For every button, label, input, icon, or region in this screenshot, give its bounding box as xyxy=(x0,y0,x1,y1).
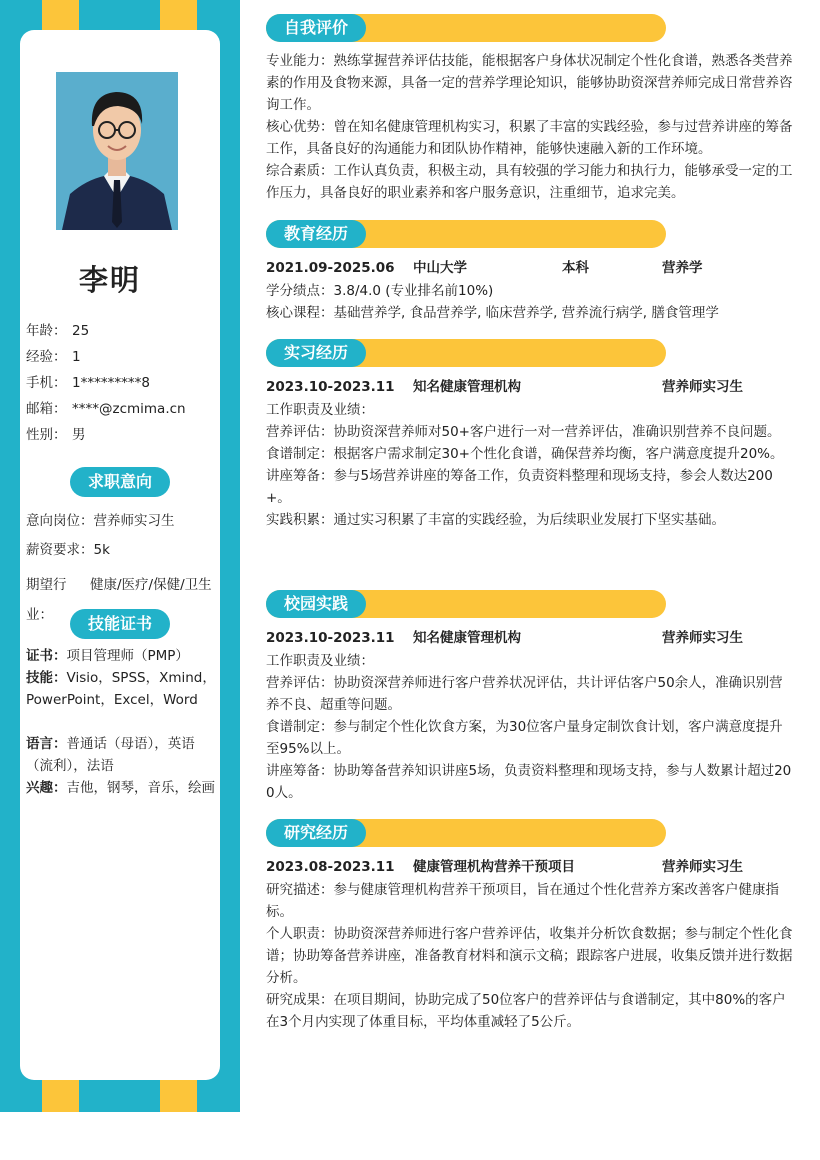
skill-label: 证书： xyxy=(26,648,67,664)
intent-label: 意向岗位： xyxy=(26,513,94,529)
internship-line: 讲座筹备：参与5场营养讲座的筹备工作，负责资料整理和现场支持，参会人数达200+。 xyxy=(266,468,773,506)
entry-role: 营养师实习生 xyxy=(662,859,743,875)
section-title: 教育经历 xyxy=(266,220,366,248)
internship-line: 营养评估：协助资深营养师对50+客户进行一对一营养评估，准确识别营养不良问题。 xyxy=(266,424,781,440)
entry-degree: 本科 xyxy=(562,260,589,276)
skill-tools xyxy=(26,667,216,711)
education-line: 核心课程：基础营养学, 食品营养学, 临床营养学, 营养流行病学, 膳食管理学 xyxy=(266,305,719,321)
self-eval-line: 核心优势：曾在知名健康管理机构实习，积累了丰富的实践经验，参与过营养讲座的筹备工作，具备良好的沟通能力和团队协作精神，能够快速融入新的工作环境。 xyxy=(266,119,793,157)
info-value: 1 xyxy=(72,349,81,365)
skill-value: 吉他，钢琴，音乐，绘画 xyxy=(66,780,215,796)
section-title: 实习经历 xyxy=(266,339,366,367)
entry-org: 健康管理机构营养干预项目 xyxy=(413,859,575,875)
internship-line: 食谱制定：根据客户需求制定30+个性化食谱，确保营养均衡，客户满意度提升20%。 xyxy=(266,446,784,462)
entry-school: 中山大学 xyxy=(413,260,467,276)
campus-line: 工作职责及业绩： xyxy=(266,653,374,669)
intent-label: 薪资要求： xyxy=(26,542,94,558)
info-value: 1*********8 xyxy=(72,375,150,391)
research-line: 研究成果：在项目期间，协助完成了50位客户的营养评估与食谱制定，其中80%的客户在3个月内实现了体重目标，平均体重减轻了5公斤。 xyxy=(266,992,786,1030)
campus-line: 营养评估：协助资深营养师进行客户营养状况评估，共计评估客户50余人，准确识别营养不良、超重等问题。 xyxy=(266,675,783,713)
section-title: 研究经历 xyxy=(266,819,366,847)
intent-salary xyxy=(26,541,216,559)
section-pill-job-intent: 求职意向 xyxy=(70,467,170,497)
self-evaluation-text xyxy=(266,50,796,204)
education-details xyxy=(266,280,796,324)
info-phone xyxy=(26,374,216,392)
research-line: 研究描述：参与健康管理机构营养干预项目，旨在通过个性化营养方案改善客户健康指标。 xyxy=(266,882,779,920)
entry-major: 营养学 xyxy=(662,260,703,276)
entry-date: 2023.10-2023.11 xyxy=(266,379,395,395)
info-value: ****@zcmima.cn xyxy=(72,401,186,417)
section-header-education xyxy=(266,220,666,248)
entry-date: 2021.09-2025.06 xyxy=(266,260,395,276)
info-label: 年龄： xyxy=(26,323,67,339)
campus-line: 食谱制定：参与制定个性化饮食方案，为30位客户量身定制饮食计划，客户满意度提升至95%以上。 xyxy=(266,719,783,757)
skill-languages xyxy=(26,733,216,777)
entry-role: 营养师实习生 xyxy=(662,379,743,395)
skill-value: Visio，SPSS，Xmind，PowerPoint，Excel，Word xyxy=(26,670,216,708)
info-experience xyxy=(26,348,216,366)
intent-value: 5k xyxy=(93,542,110,558)
info-label: 手机： xyxy=(26,375,67,391)
skill-label: 技能： xyxy=(26,670,67,686)
entry-date: 2023.10-2023.11 xyxy=(266,630,395,646)
skill-label: 兴趣： xyxy=(26,780,67,796)
info-label: 性别： xyxy=(26,427,67,443)
intent-value: 健康/医疗/保健/卫生 xyxy=(90,577,212,593)
self-eval-line: 专业能力：熟练掌握营养评估技能，能根据客户身体状况制定个性化食谱，熟悉各类营养素的作用及食物来源，具备一定的营养学理论知识，能够协助资深营养师完成日常营养咨询工作。 xyxy=(266,53,793,113)
section-title: 校园实践 xyxy=(266,590,366,618)
skill-value: 项目管理师（PMP） xyxy=(66,648,189,664)
section-header-campus xyxy=(266,590,666,618)
entry-org: 知名健康管理机构 xyxy=(413,379,521,395)
education-line: 学分绩点：3.8/4.0 (专业排名前10%) xyxy=(266,283,494,299)
info-label: 邮箱： xyxy=(26,401,67,417)
section-pill-skills: 技能证书 xyxy=(70,609,170,639)
campus-details xyxy=(266,650,796,804)
intent-value: 营养师实习生 xyxy=(93,513,175,529)
skill-certificate xyxy=(26,645,216,667)
self-eval-line: 综合素质：工作认真负责，积极主动，具有较强的学习能力和执行力，能够承受一定的工作压力，具备良好的职业素养和客户服务意识，注重细节，追求完美。 xyxy=(266,163,793,201)
info-value: 25 xyxy=(72,323,90,339)
info-age xyxy=(26,322,216,340)
section-header-research xyxy=(266,819,666,847)
skill-hobbies xyxy=(26,777,216,799)
campus-line: 讲座筹备：协助筹备营养知识讲座5场，负责资料整理和现场支持，参与人数累计超过200人。 xyxy=(266,763,792,801)
section-header-internship xyxy=(266,339,666,367)
info-value: 男 xyxy=(72,427,86,443)
decor-stripe xyxy=(160,0,197,34)
intent-label: 期望行业： xyxy=(26,577,67,623)
info-email xyxy=(26,400,216,418)
info-label: 经验： xyxy=(26,349,67,365)
section-title: 自我评价 xyxy=(266,14,366,42)
decor-stripe xyxy=(160,1076,197,1112)
info-gender xyxy=(26,426,216,444)
candidate-name: 李明 xyxy=(78,263,141,297)
profile-photo xyxy=(56,72,178,230)
entry-role: 营养师实习生 xyxy=(662,630,743,646)
internship-line: 实践积累：通过实习积累了丰富的实践经验，为后续职业发展打下坚实基础。 xyxy=(266,512,725,528)
decor-stripe xyxy=(42,1076,79,1112)
section-header-self-evaluation xyxy=(266,14,666,42)
research-details xyxy=(266,879,796,1033)
skill-value: 普通话（母语），英语（流利），法语 xyxy=(26,736,195,774)
intent-position xyxy=(26,512,216,530)
research-line: 个人职责：协助资深营养师进行客户营养评估，收集并分析饮食数据；参与制定个性化食谱；协助筹备营养讲座，准备教育材料和演示文稿；跟踪客户进展，收集反馈并进行数据分析。 xyxy=(266,926,793,986)
internship-line: 工作职责及业绩： xyxy=(266,402,374,418)
skill-label: 语言： xyxy=(26,736,67,752)
entry-org: 知名健康管理机构 xyxy=(413,630,521,646)
decor-stripe xyxy=(42,0,79,34)
internship-details xyxy=(266,399,796,531)
entry-date: 2023.08-2023.11 xyxy=(266,859,395,875)
